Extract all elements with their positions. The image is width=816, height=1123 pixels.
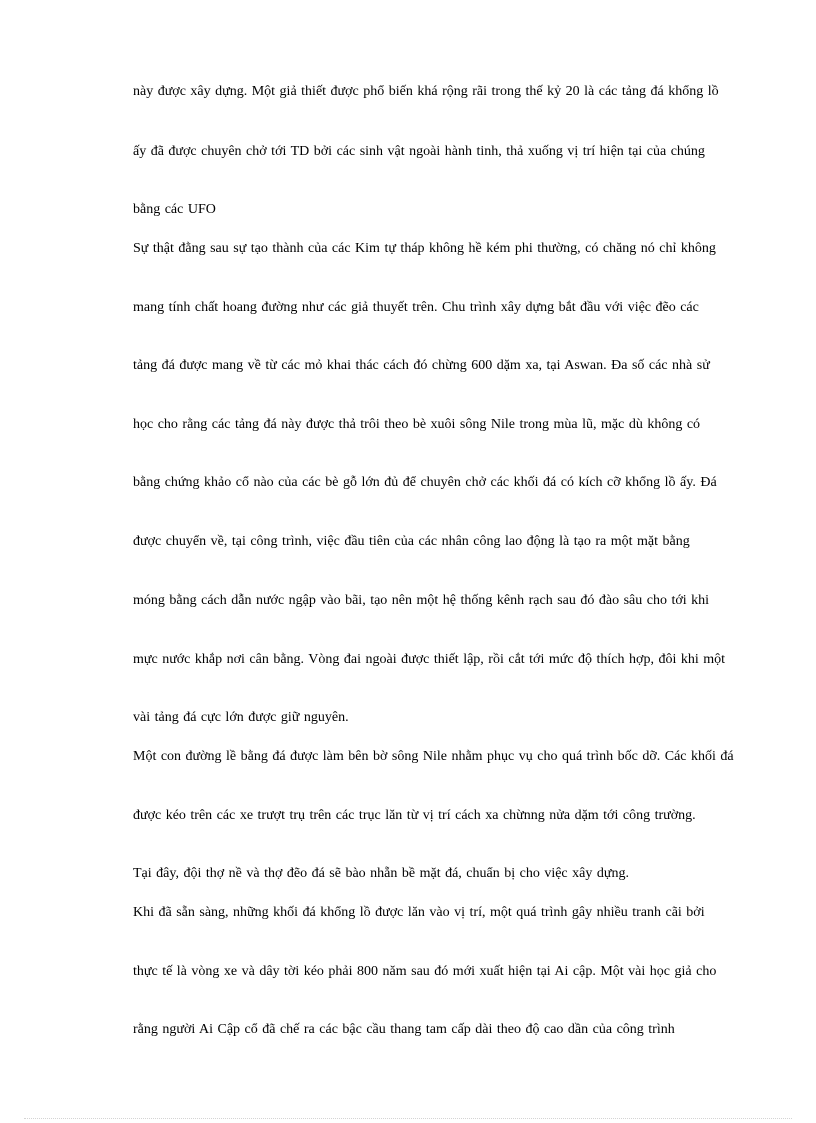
paragraph-3: bằng các UFO [133,202,216,217]
paragraph-6: tảng đá được mang về từ các mỏ khai thác cách đó chừng 600 dặm xa, tại Aswan. Đa số các nhà sử [133,358,710,373]
paragraph-7: học cho rằng các tảng đá này được thả trôi theo bè xuôi sông Nile trong mùa lũ, mặc dù không có [133,417,701,432]
page-bottom-border [24,1118,792,1119]
paragraph-18: rằng người Ai Cập cổ đã chế ra các bậc cầu thang tam cấp dài theo độ cao dần của công trình [133,1022,675,1037]
paragraph-9: được chuyển về, tại công trình, việc đầu tiên của các nhân công lao động là tạo ra một mặt bằng [133,534,690,549]
paragraph-11: mực nước khắp nơi cân bằng. Vòng đai ngoài được thiết lập, rồi cắt tới mức độ thích hợp, đôi khi một [133,652,725,667]
paragraph-15: Tại đây, đội thợ nề và thợ đẽo đá sẽ bào nhẵn bề mặt đá, chuẩn bị cho việc xây dựng. [133,866,629,881]
paragraph-13: Một con đường lề bằng đá được làm bên bờ sông Nile nhằm phục vụ cho quá trình bốc dỡ. Các khối đá [133,749,734,764]
paragraph-1: này được xây dựng. Một giả thiết được phổ biến khá rộng rãi trong thế kỷ 20 là các tảng đá khổng lồ [133,84,719,99]
paragraph-8: bằng chứng khảo cổ nào của các bè gỗ lớn đủ để chuyên chở các khối đá có kích cỡ khổng lồ ấy. Đá [133,475,717,490]
paragraph-14: được kéo trên các xe trượt trụ trên các trục lăn từ vị trí cách xa chừnng nửa dặm tới công trường. [133,808,696,823]
paragraph-5: mang tính chất hoang đường như các giả thuyết trên. Chu trình xây dựng bắt đầu với việc đẽo các [133,300,699,315]
paragraph-16: Khi đã sẵn sàng, những khối đá khổng lồ được lăn vào vị trí, một quá trình gây nhiều tranh cãi bởi [133,905,705,920]
paragraph-12: vài tảng đá cực lớn được giữ nguyên. [133,710,349,725]
paragraph-2: ấy đã được chuyên chở tới TD bởi các sinh vật ngoài hành tinh, thả xuống vị trí hiện tại của chúng [133,144,705,159]
paragraph-10: móng bằng cách dẫn nước ngập vào bãi, tạo nên một hệ thống kênh rạch sau đó đào sâu cho tới khi [133,593,710,608]
paragraph-17: thực tế là vòng xe và dây tời kéo phải 800 năm sau đó mới xuất hiện tại Ai cập. Một vài học giả cho [133,964,717,979]
paragraph-4: Sự thật đằng sau sự tạo thành của các Kim tự tháp không hề kém phi thường, có chăng nó chỉ không [133,241,716,256]
